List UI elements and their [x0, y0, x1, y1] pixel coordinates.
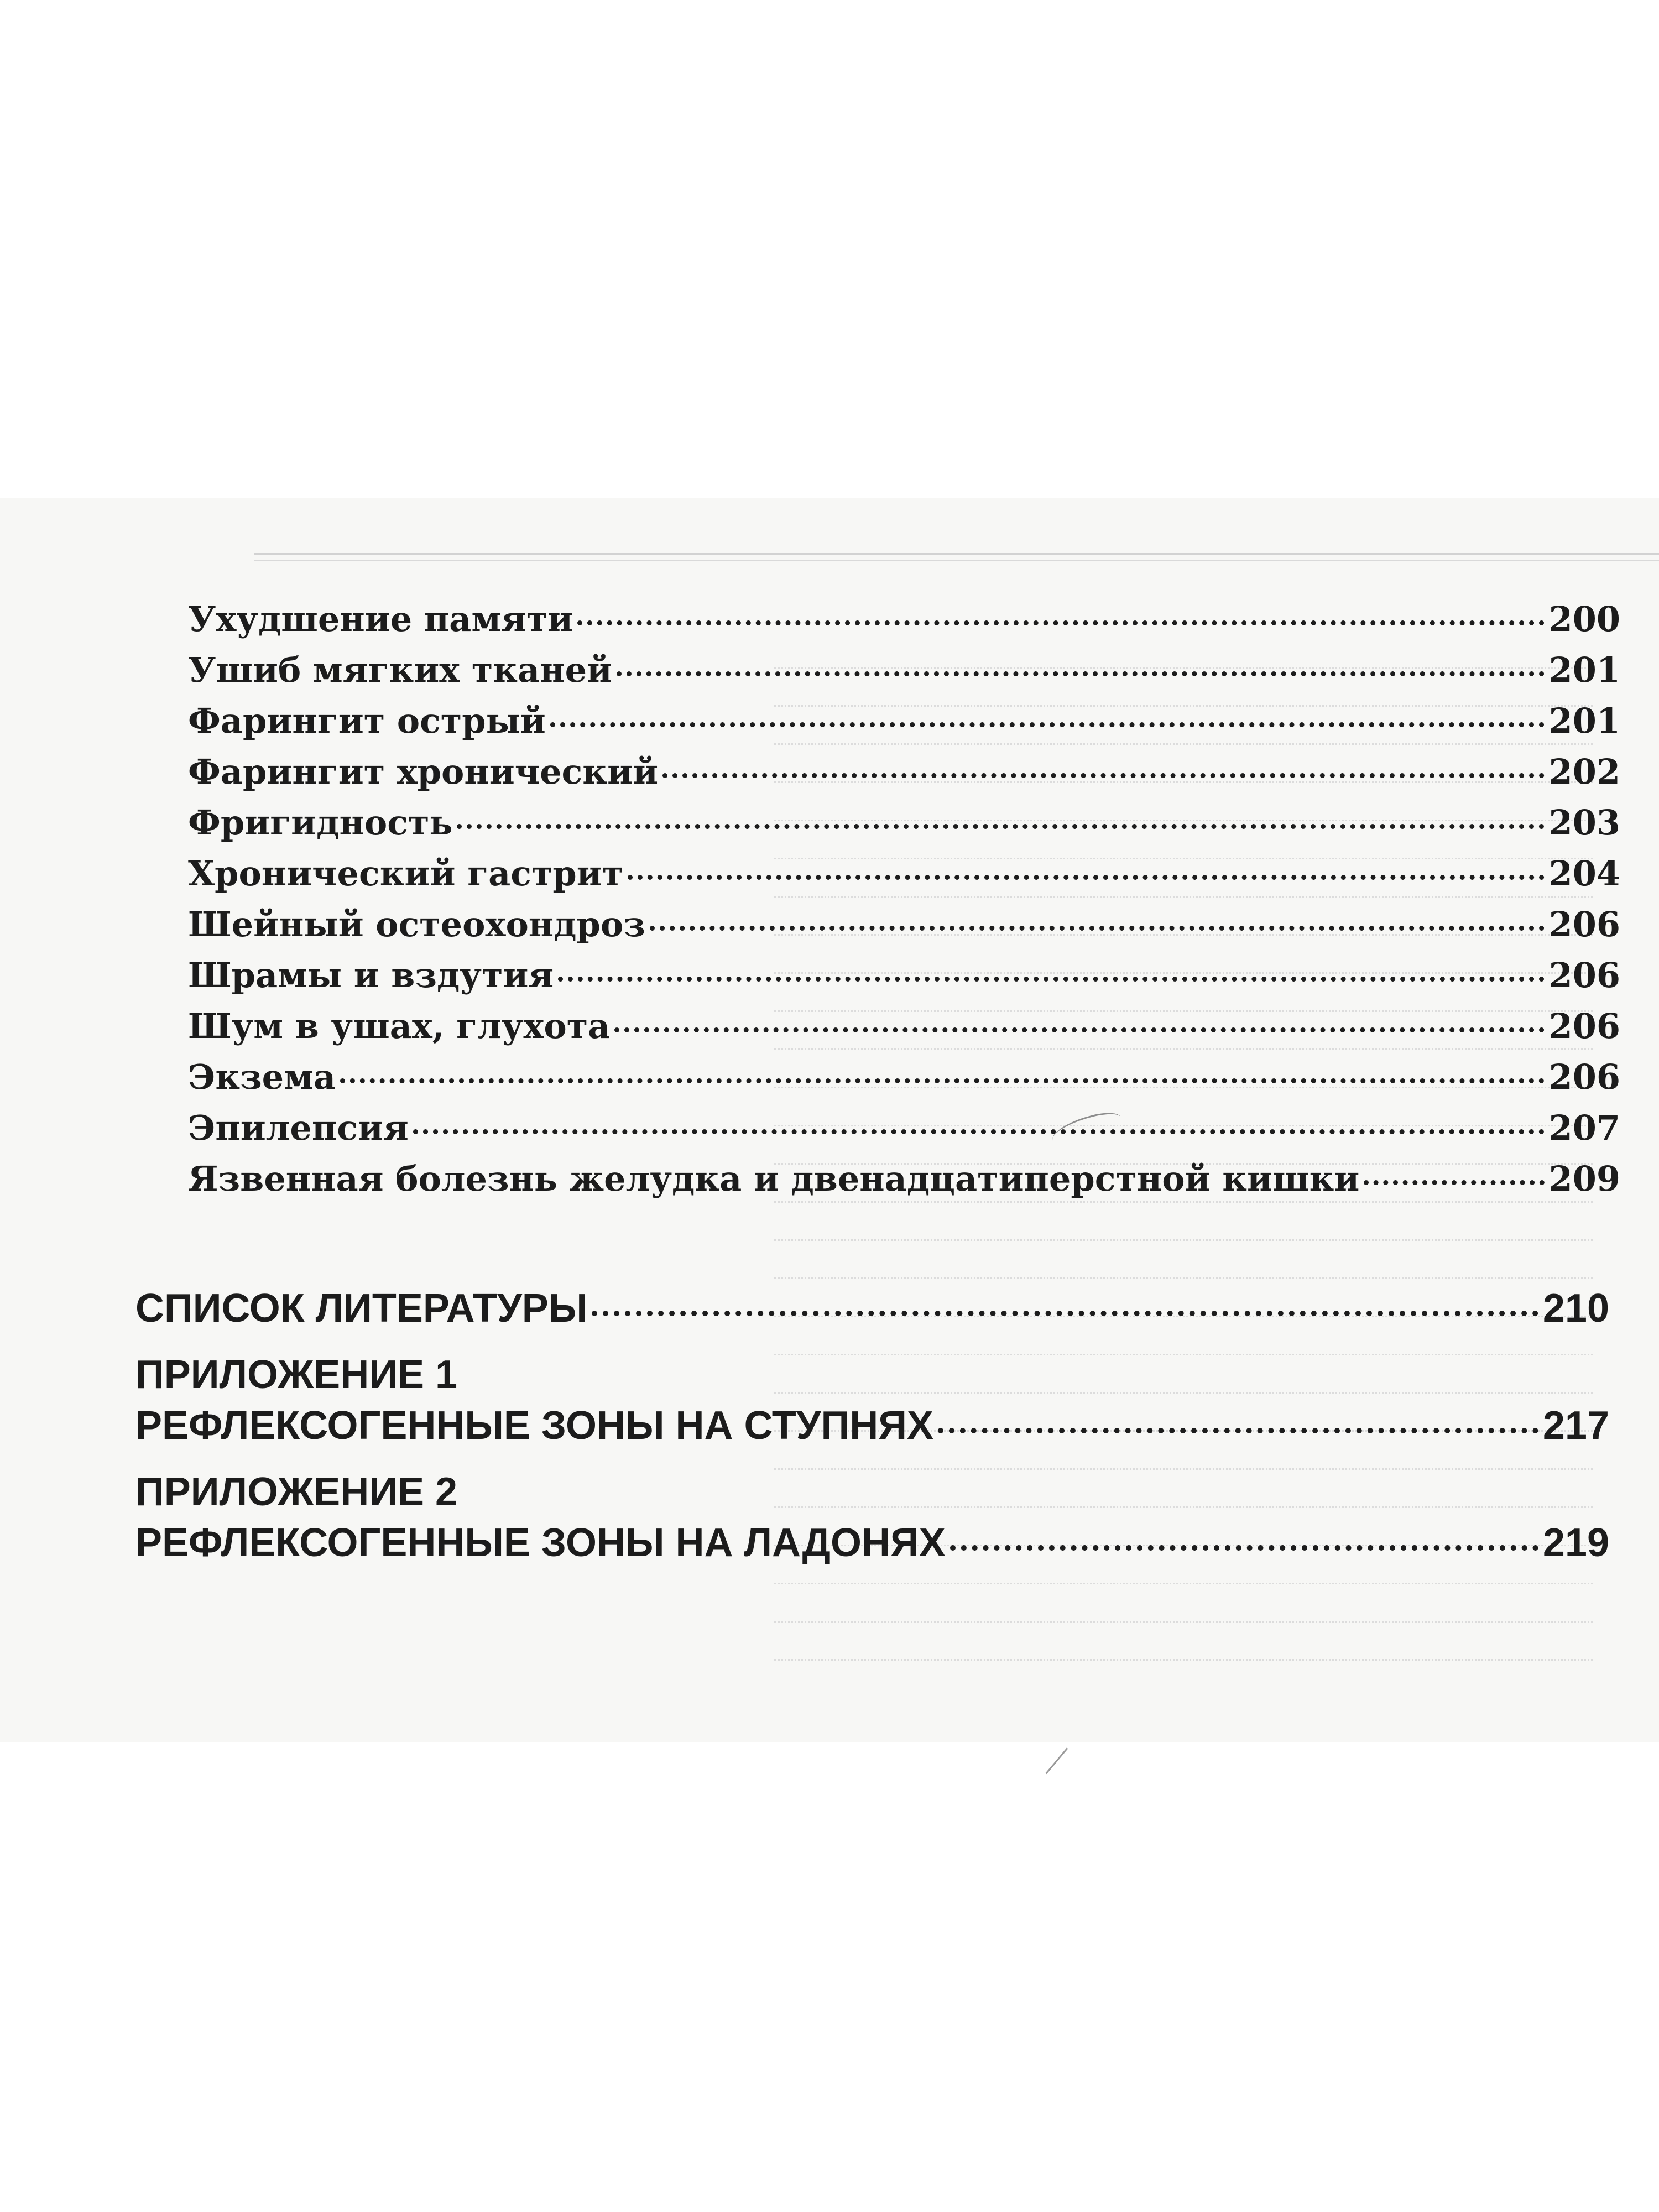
- toc-appendix1-title: РЕФЛЕКСОГЕННЫЕ ЗОНЫ НА СТУПНЯХ: [135, 1404, 933, 1448]
- toc-entry[interactable]: [188, 1055, 1620, 1099]
- toc-entry[interactable]: [188, 1004, 1620, 1048]
- toc-entry-title: Шейный остеохондроз: [188, 904, 645, 945]
- toc-bibliography-page: 210: [1542, 1286, 1609, 1331]
- toc-leader-dots: [614, 1027, 1544, 1032]
- toc-leader-dots: [628, 875, 1544, 880]
- toc-entry-page: 201: [1548, 701, 1620, 741]
- toc-appendix2-page: 219: [1542, 1521, 1609, 1565]
- toc-appendix1-label: ПРИЛОЖЕНИЕ 1: [135, 1353, 458, 1397]
- toc-entry[interactable]: [188, 902, 1620, 947]
- bleed-through-line: [774, 1355, 1593, 1394]
- bleed-through-line: [774, 1241, 1593, 1279]
- bleed-through-line: [774, 1470, 1593, 1508]
- toc-entry[interactable]: [188, 852, 1620, 896]
- toc-entry-page: 206: [1548, 1057, 1620, 1097]
- toc-leader-dots: [938, 1428, 1538, 1433]
- toc-entry-title: Фарингит хронический: [188, 752, 659, 792]
- bleed-through-line: [774, 1203, 1593, 1241]
- toc-entry-title: Язвенная болезнь желудка и двенадцатиперстной кишки: [188, 1159, 1360, 1199]
- toc-entry[interactable]: [188, 699, 1620, 743]
- toc-entry-title: Шрамы и вздутия: [188, 955, 554, 995]
- toc-leader-dots: [1364, 1180, 1544, 1185]
- toc-leader-dots: [457, 824, 1544, 829]
- toc-bibliography[interactable]: [135, 1282, 1609, 1335]
- toc-entry[interactable]: [188, 1106, 1620, 1150]
- toc-leader-dots: [950, 1545, 1538, 1551]
- toc-entry[interactable]: [188, 750, 1620, 794]
- toc-appendix2-label: ПРИЛОЖЕНИЕ 2: [135, 1470, 458, 1514]
- toc-entry-page: 206: [1548, 955, 1620, 995]
- header-rule: [254, 553, 1659, 561]
- toc-entry-page: 204: [1548, 853, 1620, 894]
- toc-entry-title: Хронический гастрит: [188, 853, 624, 894]
- toc-leader-dots: [558, 977, 1544, 982]
- bleed-through-line: [774, 1623, 1593, 1661]
- toc-entry-page: 202: [1548, 752, 1620, 792]
- toc-leader-dots: [662, 773, 1545, 778]
- toc-entry-page: 206: [1548, 1006, 1620, 1046]
- toc-bibliography-title: СПИСОК ЛИТЕРАТУРЫ: [135, 1286, 588, 1331]
- toc-leader-dots: [617, 671, 1545, 676]
- toc-appendix1-page: 217: [1542, 1404, 1609, 1448]
- toc-appendix2-title: РЕФЛЕКСОГЕННЫЕ ЗОНЫ НА ЛАДОНЯХ: [135, 1521, 946, 1565]
- toc-leader-dots: [650, 926, 1545, 931]
- pen-mark: [1045, 1747, 1102, 1802]
- toc-entry-page: 200: [1548, 599, 1620, 639]
- toc-entry[interactable]: [188, 1157, 1620, 1201]
- toc-leader-dots: [592, 1311, 1538, 1316]
- toc-entry-title: Шум в ушах, глухота: [188, 1006, 611, 1046]
- toc-entry-page: 201: [1548, 650, 1620, 690]
- toc-entry[interactable]: [188, 648, 1620, 692]
- toc-leader-dots: [577, 620, 1544, 625]
- toc-appendix1[interactable]: [135, 1399, 1609, 1452]
- toc-entry-title: Экзема: [188, 1057, 336, 1097]
- toc-entry-title: Фарингит острый: [188, 701, 546, 741]
- toc-entry-title: Ухудшение памяти: [188, 599, 573, 639]
- toc-leader-dots: [550, 722, 1545, 727]
- toc-entry-page: 209: [1548, 1159, 1620, 1199]
- toc-leader-dots: [413, 1129, 1545, 1134]
- bleed-through-line: [774, 1584, 1593, 1623]
- toc-appendix2[interactable]: [135, 1516, 1609, 1569]
- toc-entry[interactable]: [188, 801, 1620, 845]
- toc-entry-page: 203: [1548, 802, 1620, 843]
- toc-entry-title: Фригидность: [188, 802, 453, 843]
- toc-leader-dots: [340, 1078, 1544, 1083]
- toc-entry[interactable]: [188, 597, 1620, 641]
- toc-entry[interactable]: [188, 953, 1620, 998]
- toc-entry-title: Эпилепсия: [188, 1108, 409, 1148]
- toc-entry-page: 206: [1548, 904, 1620, 945]
- toc-entry-page: 207: [1548, 1108, 1620, 1148]
- toc-entry-title: Ушиб мягких тканей: [188, 650, 613, 690]
